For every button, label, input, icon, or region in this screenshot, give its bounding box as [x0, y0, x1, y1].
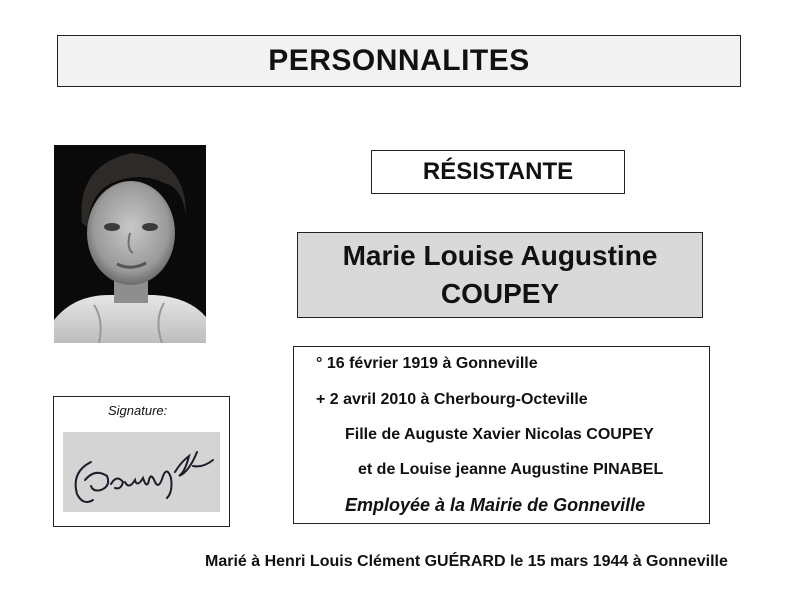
signature-label: Signature:: [108, 403, 168, 418]
given-names: Marie Louise Augustine: [342, 240, 658, 271]
biography-box: [293, 346, 710, 524]
occupation-line: Employée à la Mairie de Gonneville: [345, 495, 646, 515]
marriage-line: Marié à Henri Louis Clément GUÉRARD le 15 mars 1944 à Gonneville: [205, 553, 728, 570]
father-line: Fille de Auguste Xavier Nicolas COUPEY: [345, 426, 654, 443]
role-box: [371, 150, 625, 194]
page-header: [57, 35, 741, 87]
surname: COUPEY: [440, 278, 560, 309]
signature-box: [53, 396, 230, 527]
portrait-photo: [54, 145, 206, 343]
page-title: PERSONNALITES: [268, 44, 530, 77]
role-title: RÉSISTANTE: [422, 158, 574, 185]
signature-handwriting: [63, 432, 220, 512]
birth-line: ° 16 février 1919 à Gonneville: [316, 355, 538, 372]
name-box: [297, 232, 703, 318]
mother-line: et de Louise jeanne Augustine PINABEL: [358, 461, 664, 478]
death-line: + 2 avril 2010 à Cherbourg-Octeville: [316, 391, 588, 408]
portrait-image: [54, 145, 206, 343]
signature-image: [63, 432, 220, 512]
